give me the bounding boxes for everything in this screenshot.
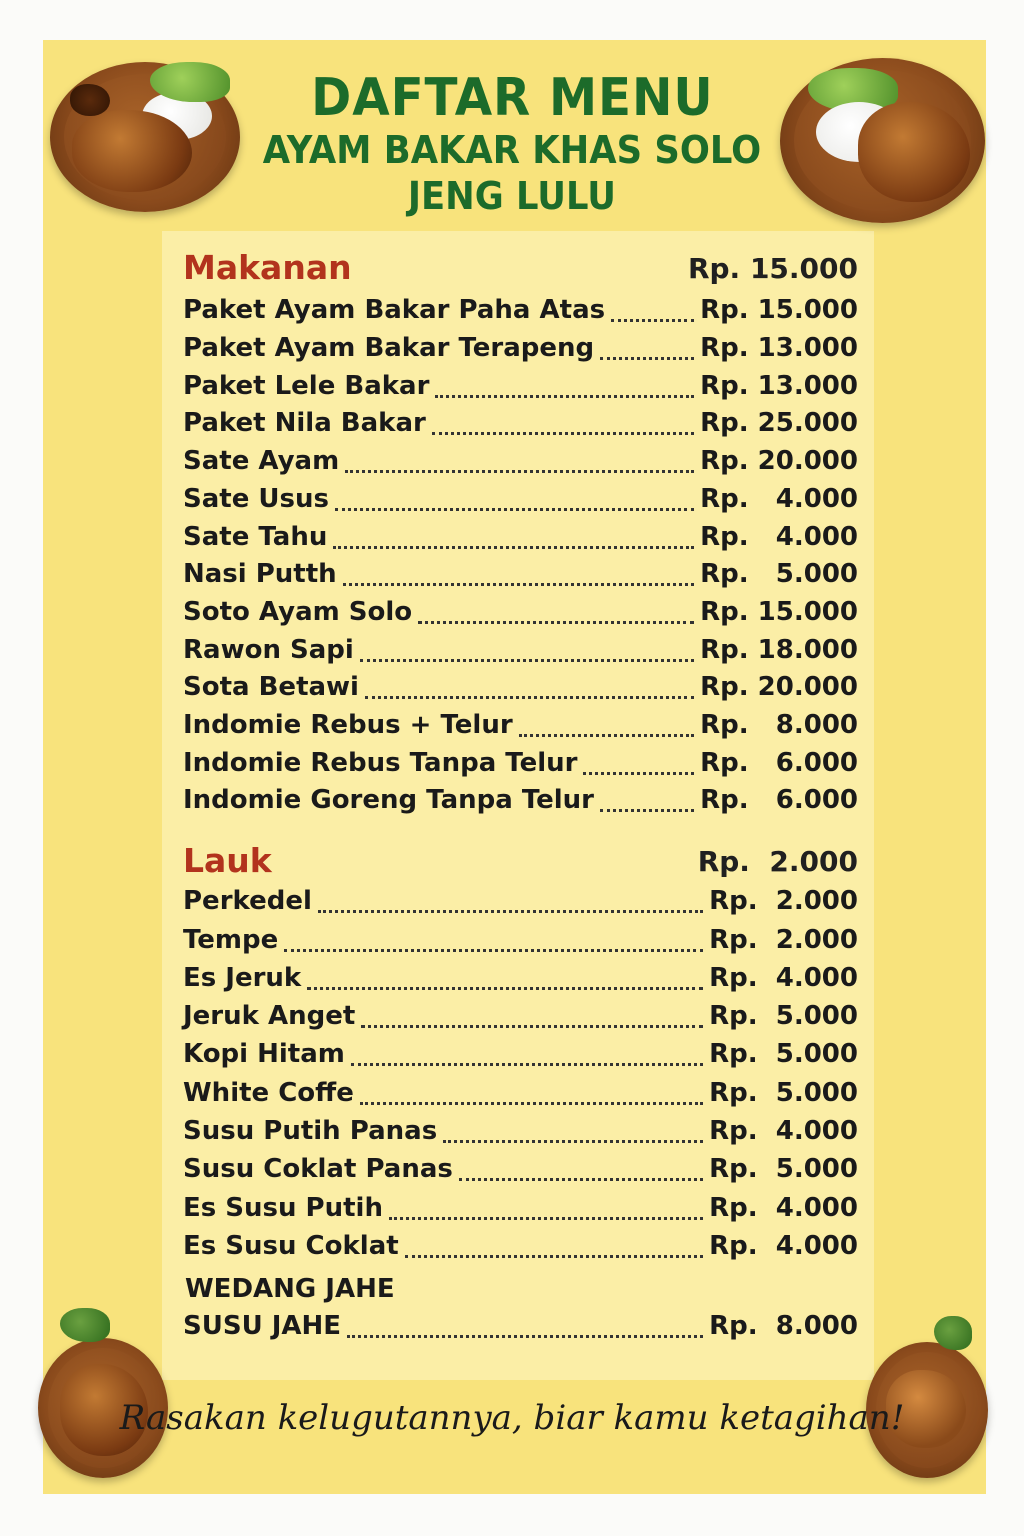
menu-item: White Coffe Rp. 5.000 (183, 1078, 858, 1108)
menu-item: Tempe Rp. 2.000 (183, 925, 858, 955)
leaf-garnish-bottom-left (60, 1308, 110, 1342)
menu-item: Indomie Rebus Tanpa Telur Rp. 6.000 (183, 748, 858, 778)
menu-item: SUSU JAHE Rp. 8.000 (183, 1311, 858, 1341)
wedang-jahe-label: WEDANG JAHE (185, 1274, 395, 1304)
menu-item: Paket Ayam Bakar Paha Atas Rp. 15.000 (183, 295, 858, 325)
restaurant-name: AYAM BAKAR KHAS SOLO (262, 128, 762, 172)
menu-item: Sate Usus Rp. 4.000 (183, 484, 858, 514)
menu-item: Indomie Goreng Tanpa Telur Rp. 6.000 (183, 785, 858, 815)
section-title: Lauk (183, 841, 272, 880)
menu-item: Nasi Putth Rp. 5.000 (183, 559, 858, 589)
menu-item: Susu Coklat Panas Rp. 5.000 (183, 1154, 858, 1184)
section-lauk-header (183, 841, 858, 881)
menu-item: Sate Ayam Rp. 20.000 (183, 446, 858, 476)
section-price: Rp. 2.000 (697, 845, 858, 878)
menu-item: Jeruk Anget Rp. 5.000 (183, 1001, 858, 1031)
menu-item: Sate Tahu Rp. 4.000 (183, 522, 858, 552)
menu-item: Es Jeruk Rp. 4.000 (183, 963, 858, 993)
menu-item: Paket Ayam Bakar Terapeng Rp. 13.000 (183, 333, 858, 363)
section-makanan-header (183, 248, 858, 288)
leaf-garnish-bottom-right (934, 1316, 972, 1350)
tagline: Rasakan kelugutannya, biar kamu ketagihan! (119, 1398, 905, 1438)
menu-item: Kopi Hitam Rp. 5.000 (183, 1039, 858, 1069)
menu-item: Es Susu Putih Rp. 4.000 (183, 1193, 858, 1223)
menu-item: Paket Nila Bakar Rp. 25.000 (183, 408, 858, 438)
menu-item: Paket Lele Bakar Rp. 13.000 (183, 371, 858, 401)
section-title: Makanan (183, 248, 352, 287)
menu-item: Es Susu Coklat Rp. 4.000 (183, 1231, 858, 1261)
menu-item: Indomie Rebus + Telur Rp. 8.000 (183, 710, 858, 740)
menu-item: Rawon Sapi Rp. 18.000 (183, 635, 858, 665)
menu-item: Susu Putih Panas Rp. 4.000 (183, 1116, 858, 1146)
page-title: DAFTAR MENU (310, 68, 714, 128)
menu-item: Sota Betawi Rp. 20.000 (183, 672, 858, 702)
section-price: Rp. 15.000 (687, 252, 858, 285)
restaurant-owner: JENG LULU (407, 174, 617, 218)
menu-item: Perkedel Rp. 2.000 (183, 886, 858, 916)
menu-item: Soto Ayam Solo Rp. 15.000 (183, 597, 858, 627)
